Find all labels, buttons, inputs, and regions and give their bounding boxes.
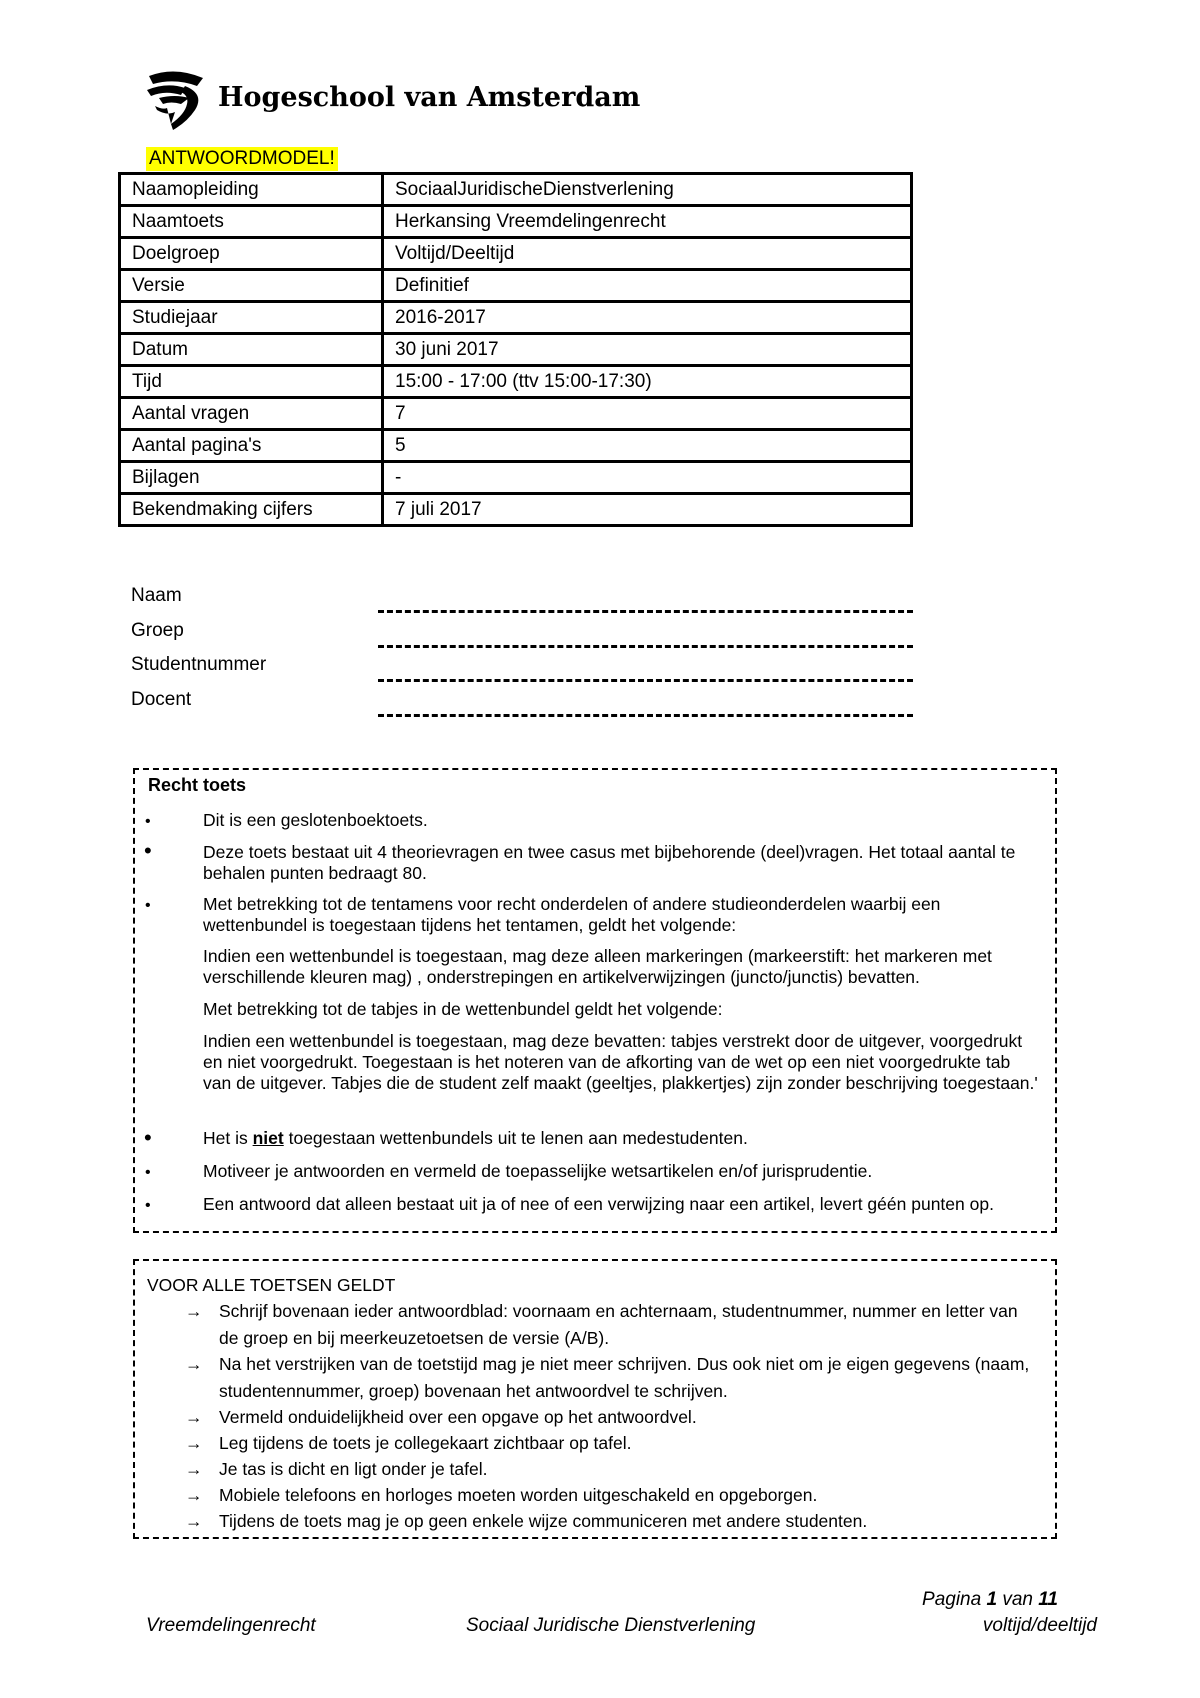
- field-write-line[interactable]: [378, 610, 913, 613]
- hva-emblem-icon: [145, 68, 211, 134]
- arrow-right-icon: →: [185, 1407, 203, 1427]
- info-value: 7 juli 2017: [383, 494, 912, 526]
- rule-item: Een antwoord dat alleen bestaat uit ja of nee of een verwijzing naar een artikel, levert géén punten op.: [203, 1194, 994, 1214]
- info-row: [120, 174, 912, 206]
- info-value: SociaalJuridischeDienstverlening: [383, 174, 912, 206]
- info-value: 5: [383, 430, 912, 462]
- info-value: Herkansing Vreemdelingenrecht: [383, 206, 912, 238]
- info-row: [120, 270, 912, 302]
- rule-item: Motiveer je antwoorden en vermeld de toepasselijke wetsartikelen en/of jurisprudentie.: [203, 1161, 873, 1181]
- rule-paragraph: Indien een wettenbundel is toegestaan, mag deze bevatten: tabjes verstrekt door de uitgever, voorgedrukt en niet voorgedrukt. Toegestaan is het noteren van de afkorting van de wet op een niet voorgedrukte tab van de uitgever. Tabjes die de student zelf maakt (geeltjes, plakkertjes) zijn zonder beschrijving toegestaan.': [203, 1031, 1038, 1093]
- info-key: Doelgroep: [120, 238, 383, 270]
- arrow-right-icon: →: [185, 1354, 203, 1374]
- info-value: 15:00 - 17:00 (ttv 15:00-17:30): [383, 366, 912, 398]
- info-row: [120, 366, 912, 398]
- footer-audience: voltijd/deeltijd: [982, 1615, 1097, 1636]
- info-value: 30 juni 2017: [383, 334, 912, 366]
- info-key: Bijlagen: [120, 462, 383, 494]
- arrow-right-icon: →: [185, 1301, 203, 1321]
- general-item: Je tas is dicht en ligt onder je tafel.: [219, 1459, 488, 1479]
- info-key: Tijd: [120, 366, 383, 398]
- general-title: VOOR ALLE TOETSEN GELDT: [147, 1275, 396, 1295]
- info-value: Voltijd/Deeltijd: [383, 238, 912, 270]
- rule-item: Het is niet toegestaan wettenbundels uit te lenen aan medestudenten.: [203, 1128, 748, 1148]
- info-key: Naamtoets: [120, 206, 383, 238]
- bullet-icon: •: [144, 838, 152, 863]
- page-number: Pagina 1 van 11: [922, 1589, 1058, 1610]
- rule-item: Deze toets bestaat uit 4 theorievragen en twee casus met bijbehorende (deel)vragen. Het totaal aantal te behalen punten bedraagt 80.: [203, 842, 1016, 883]
- info-value: -: [383, 462, 912, 494]
- exam-info-table: [118, 172, 913, 527]
- field-label: Studentnummer: [131, 654, 267, 675]
- student-field: [131, 584, 913, 619]
- student-fields: [131, 584, 913, 722]
- rules-title: Recht toets: [148, 775, 247, 795]
- field-write-line[interactable]: [378, 679, 913, 682]
- field-write-line[interactable]: [378, 714, 913, 717]
- info-row: [120, 494, 912, 526]
- info-row: [120, 238, 912, 270]
- info-row: [120, 462, 912, 494]
- exam-rules-box: [133, 768, 1057, 1233]
- arrow-right-icon: →: [185, 1433, 203, 1453]
- general-item: Na het verstrijken van de toetstijd mag je niet meer schrijven. Dus ook niet om je eigen gegevens (naam, studentennummer, groep) bovenaan het antwoordvel te schrijven.: [219, 1354, 1030, 1401]
- arrow-right-icon: →: [185, 1485, 203, 1505]
- general-item: Mobiele telefoons en horloges moeten worden uitgeschakeld en opgeborgen.: [219, 1485, 818, 1505]
- general-item: Schrijf bovenaan ieder antwoordblad: voornaam en achternaam, studentnummer, nummer en letter van de groep en bij meerkeuzetoetsen de versie (A/B).: [219, 1301, 1018, 1348]
- info-key: Versie: [120, 270, 383, 302]
- info-value: 7: [383, 398, 912, 430]
- info-key: Naamopleiding: [120, 174, 383, 206]
- rule-item: Dit is een geslotenboektoets.: [203, 810, 428, 830]
- institution-name: Hogeschool van Amsterdam: [218, 82, 641, 113]
- info-key: Bekendmaking cijfers: [120, 494, 383, 526]
- bullet-icon: •: [145, 1164, 151, 1181]
- bullet-icon: •: [145, 813, 151, 830]
- bullet-icon: •: [145, 897, 151, 914]
- institution-logo: [145, 68, 665, 134]
- info-row: [120, 334, 912, 366]
- student-field: [131, 653, 913, 688]
- general-item: Vermeld onduidelijkheid over een opgave op het antwoordvel.: [219, 1407, 697, 1427]
- bullet-icon: •: [145, 1197, 151, 1214]
- general-rules-box: [133, 1259, 1057, 1539]
- field-label: Groep: [131, 619, 184, 641]
- answer-model-label: ANTWOORDMODEL!: [146, 147, 338, 171]
- footer-program: Sociaal Juridische Dienstverlening: [466, 1615, 756, 1636]
- rule-item: Met betrekking tot de tentamens voor recht onderdelen of andere studieonderdelen waarbij een wettenbundel is toegestaan tijdens het tentamen, geldt het volgende:: [203, 894, 941, 935]
- general-item: Tijdens de toets mag je op geen enkele wijze communiceren met andere studenten.: [219, 1511, 868, 1531]
- field-label: Naam: [131, 585, 182, 606]
- general-item: Leg tijdens de toets je collegekaart zichtbaar op tafel.: [219, 1433, 632, 1453]
- info-value: Definitief: [383, 270, 912, 302]
- info-row: [120, 430, 912, 462]
- info-row: [120, 398, 912, 430]
- rule-paragraph: Met betrekking tot de tabjes in de wettenbundel geldt het volgende:: [203, 999, 723, 1019]
- info-row: [120, 206, 912, 238]
- rule-paragraph: Indien een wettenbundel is toegestaan, mag deze alleen markeringen (markeerstift: het markeren met verschillende kleuren mag) , onderstrepingen en artikelverwijzingen (juncto/junctis) bevatten.: [203, 946, 992, 987]
- arrow-right-icon: →: [185, 1511, 203, 1531]
- field-label: Docent: [131, 688, 192, 710]
- footer-subject: Vreemdelingenrecht: [146, 1615, 316, 1636]
- info-key: Aantal pagina's: [120, 430, 383, 462]
- info-key: Aantal vragen: [120, 398, 383, 430]
- emphasis-not: niet: [252, 1128, 284, 1148]
- info-value: 2016-2017: [383, 302, 912, 334]
- bullet-icon: •: [144, 1125, 152, 1150]
- student-field: [131, 619, 913, 654]
- student-field: [131, 688, 913, 723]
- info-key: Studiejaar: [120, 302, 383, 334]
- field-write-line[interactable]: [378, 645, 913, 648]
- info-row: [120, 302, 912, 334]
- arrow-right-icon: →: [185, 1459, 203, 1479]
- info-key: Datum: [120, 334, 383, 366]
